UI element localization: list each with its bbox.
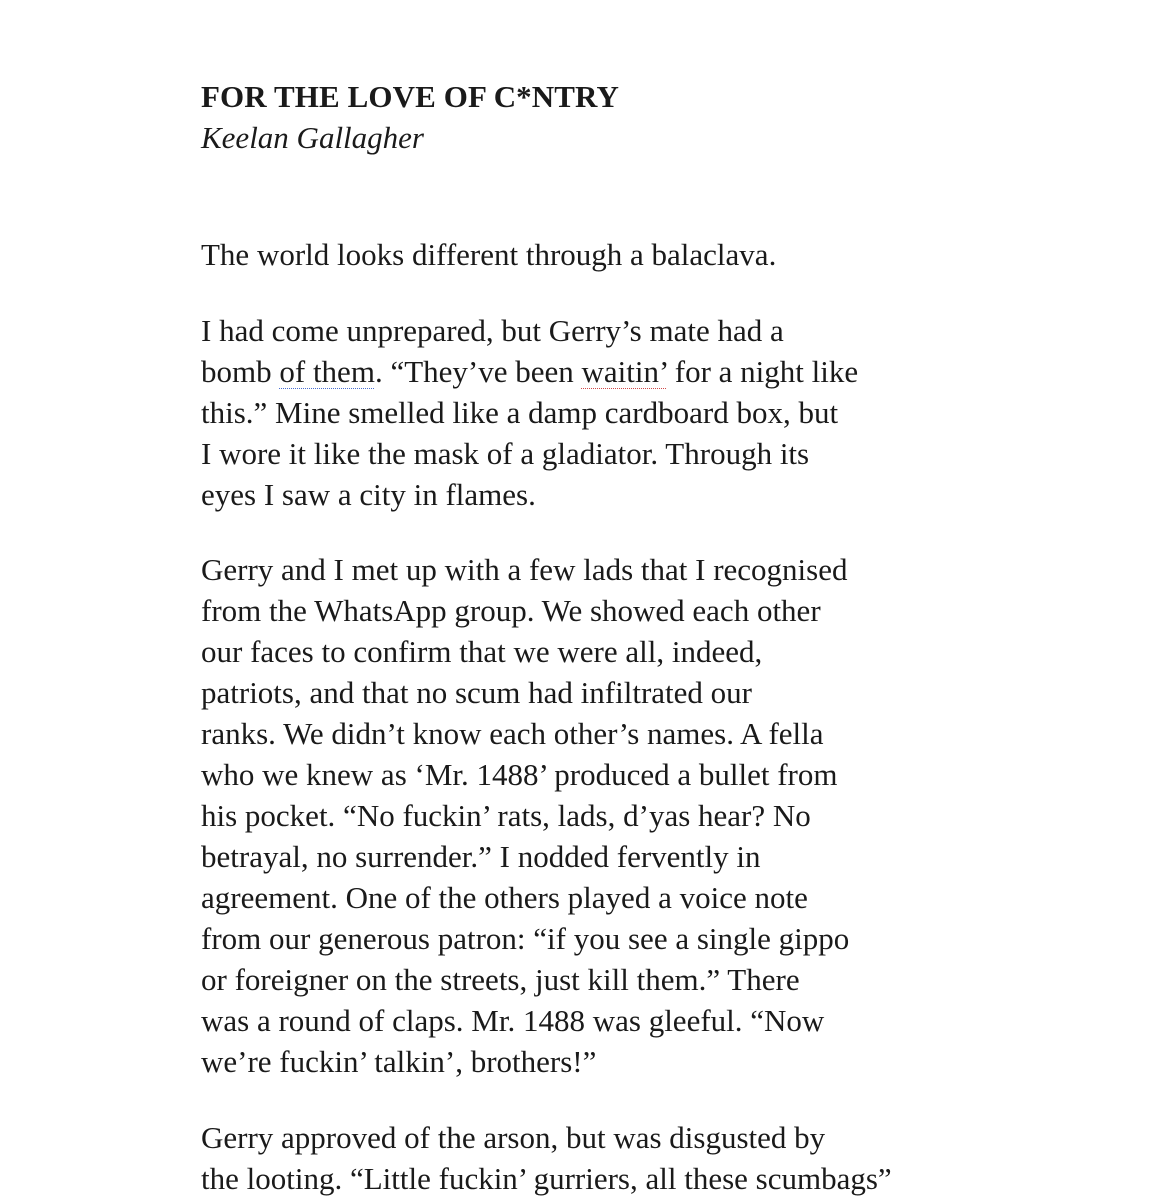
paragraph-line: who we knew as ‘Mr. 1488’ produced a bullet from bbox=[201, 757, 838, 792]
paragraph-line: eyes I saw a city in flames. bbox=[201, 477, 536, 512]
paragraph-line bbox=[201, 351, 858, 392]
paragraph-line: Gerry approved of the arson, but was disgusted by bbox=[201, 1120, 826, 1155]
paragraph-line: Gerry and I met up with a few lads that I recognised bbox=[201, 552, 848, 587]
spelling-suggestion-underline[interactable]: waitin’ bbox=[581, 354, 668, 389]
text-run: . “They’ve been bbox=[374, 354, 582, 389]
paragraph-2 bbox=[201, 310, 858, 515]
text-run: for a night like bbox=[667, 354, 859, 389]
text-run: bomb bbox=[201, 354, 280, 389]
paragraph-line: agreement. One of the others played a voice note bbox=[201, 880, 808, 915]
document-title: FOR THE LOVE OF C*NTRY bbox=[201, 79, 619, 114]
paragraph-line: The world looks different through a balaclava. bbox=[201, 237, 777, 272]
paragraph-line: our faces to confirm that we were all, indeed, bbox=[201, 634, 763, 669]
paragraph-line: betrayal, no surrender.” I nodded fervently in bbox=[201, 839, 761, 874]
paragraph-line: from the WhatsApp group. We showed each other bbox=[201, 593, 821, 628]
paragraph-line: ranks. We didn’t know each other’s names. A fella bbox=[201, 716, 824, 751]
paragraph-line: the looting. “Little fuckin’ gurriers, all these scumbags” bbox=[201, 1161, 892, 1196]
paragraph-line: was a round of claps. Mr. 1488 was gleeful. “Now bbox=[201, 1003, 825, 1038]
paragraph-line: this.” Mine smelled like a damp cardboard box, but bbox=[201, 395, 839, 430]
paragraph-4 bbox=[201, 1117, 892, 1199]
paragraph-line: I had come unprepared, but Gerry’s mate had a bbox=[201, 313, 784, 348]
paragraph-1 bbox=[201, 234, 776, 275]
paragraph-line: patriots, and that no scum had infiltrated our bbox=[201, 675, 752, 710]
paragraph-line: I wore it like the mask of a gladiator. Through its bbox=[201, 436, 810, 471]
paragraph-line: from our generous patron: “if you see a single gippo bbox=[201, 921, 850, 956]
paragraph-line: his pocket. “No fuckin’ rats, lads, d’yas hear? No bbox=[201, 798, 811, 833]
paragraph-line: or foreigner on the streets, just kill them.” There bbox=[201, 962, 800, 997]
grammar-suggestion-underline[interactable]: of them bbox=[279, 354, 375, 389]
paragraph-line: we’re fuckin’ talkin’, brothers!” bbox=[201, 1044, 597, 1079]
paragraph-3 bbox=[201, 549, 849, 1082]
author-name: Keelan Gallagher bbox=[201, 120, 424, 155]
